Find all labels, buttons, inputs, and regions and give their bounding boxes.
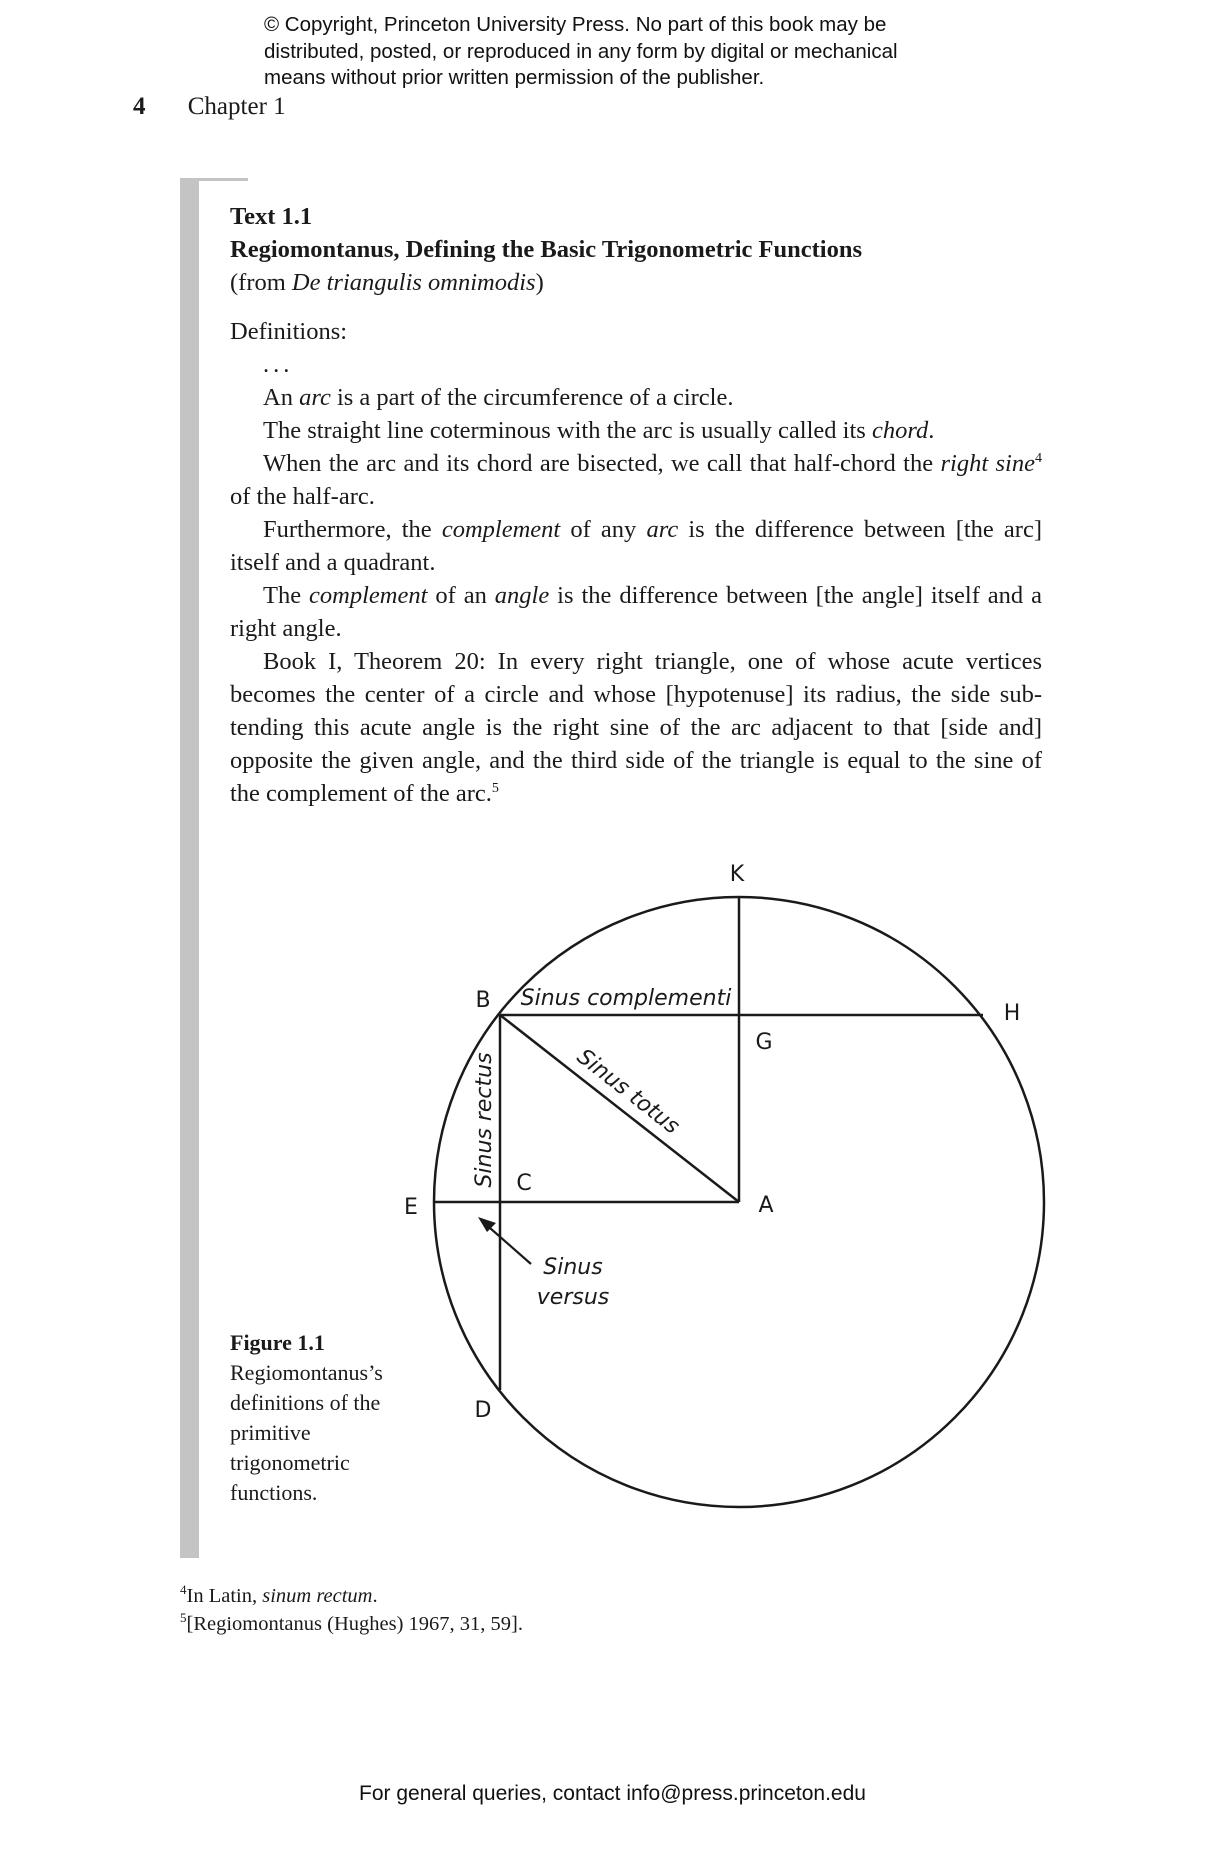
copyright-line-1: © Copyright, Princeton University Press. No part of this book may be: [264, 13, 887, 36]
point-a-label: A: [758, 1193, 774, 1218]
source-title: De triangulis omnimodis: [291, 269, 536, 296]
figure-caption-line: trigonometric: [230, 1450, 350, 1475]
footnotes: [180, 1582, 523, 1638]
point-c-label: C: [516, 1171, 532, 1196]
footer-contact: For general queries, contact info@press.princeton.edu: [359, 1782, 866, 1805]
point-h-label: H: [1003, 1001, 1021, 1026]
figure-caption-label: Figure 1.1: [230, 1330, 325, 1355]
footnote-ref-5: 5: [491, 781, 499, 796]
sinus-versus-label-2: versus: [536, 1285, 610, 1310]
definition-sine: When the arc and its chord are bisected, we call that half-chord the right sine$^4$ of the half-arc.: [230, 450, 1042, 510]
definition-angle-complement: The complement of an angle is the difference between [the angle] itself and a right angle.: [230, 582, 1042, 642]
footnote-4: $^4$In Latin, sinum rectum.: [180, 1582, 378, 1607]
theorem-20: Book I, Theorem 20: In every right triangle, one of whose acute vertices becomes the center of a circle and whose [hypotenuse] its radius, the side sub-tending this acute angle is the right sine of the arc adjacent to that [side and] opposite the given angle, and the third side of the triangle is equal to the sine of the complement of the arc.$^5$: [230, 648, 1042, 807]
figure-caption: [230, 1328, 410, 1508]
definition-chord: The straight line coterminous with the arc is usually called its chord.: [263, 417, 935, 444]
text-title: Regiomontanus, Defining the Basic Trigonometric Functions: [230, 236, 863, 263]
sinus-complementi-label: Sinus complementi: [520, 986, 732, 1011]
sinus-versus-label-1: Sinus: [543, 1255, 603, 1280]
definition-arc-complement: Furthermore, the complement of any arc is the difference between [the arc] itself and a quadrant.: [230, 516, 1042, 576]
ellipsis: ...: [263, 351, 294, 378]
point-d-label: D: [474, 1398, 492, 1423]
copyright-line-2: distributed, posted, or reproduced in any form by digital or mechanical: [264, 39, 898, 63]
figure-caption-line: Regiomontanus’s: [230, 1360, 383, 1385]
point-b-label: B: [475, 988, 491, 1013]
sinus-totus-label: Sinus totus: [572, 1044, 684, 1140]
footnote-5: $^5$[Regiomontanus (Hughes) 1967, 31, 59].: [180, 1610, 523, 1635]
chapter-title: Chapter 1: [187, 93, 286, 120]
line-ba-sinus-totus: [500, 1015, 739, 1202]
definitions-label: Definitions:: [230, 318, 348, 345]
point-g-label: G: [755, 1030, 773, 1055]
page-number: 4: [133, 93, 146, 120]
text-label: Text 1.1: [230, 203, 313, 230]
point-k-label: K: [729, 862, 745, 887]
point-e-label: E: [404, 1195, 418, 1220]
copyright-line-3: means without prior written permission of the publisher.: [264, 66, 765, 89]
figure-caption-line: primitive: [230, 1420, 311, 1445]
definition-arc: An arc is a part of the circumference of a circle.: [263, 384, 734, 411]
footnote-ref-4: 4: [1035, 451, 1042, 466]
text-source: (from De triangulis omnimodis): [230, 269, 544, 296]
sinus-rectus-label: Sinus rectus: [472, 1052, 497, 1188]
figure-caption-line: definitions of the: [230, 1390, 381, 1415]
figure-caption-line: functions.: [230, 1480, 318, 1505]
